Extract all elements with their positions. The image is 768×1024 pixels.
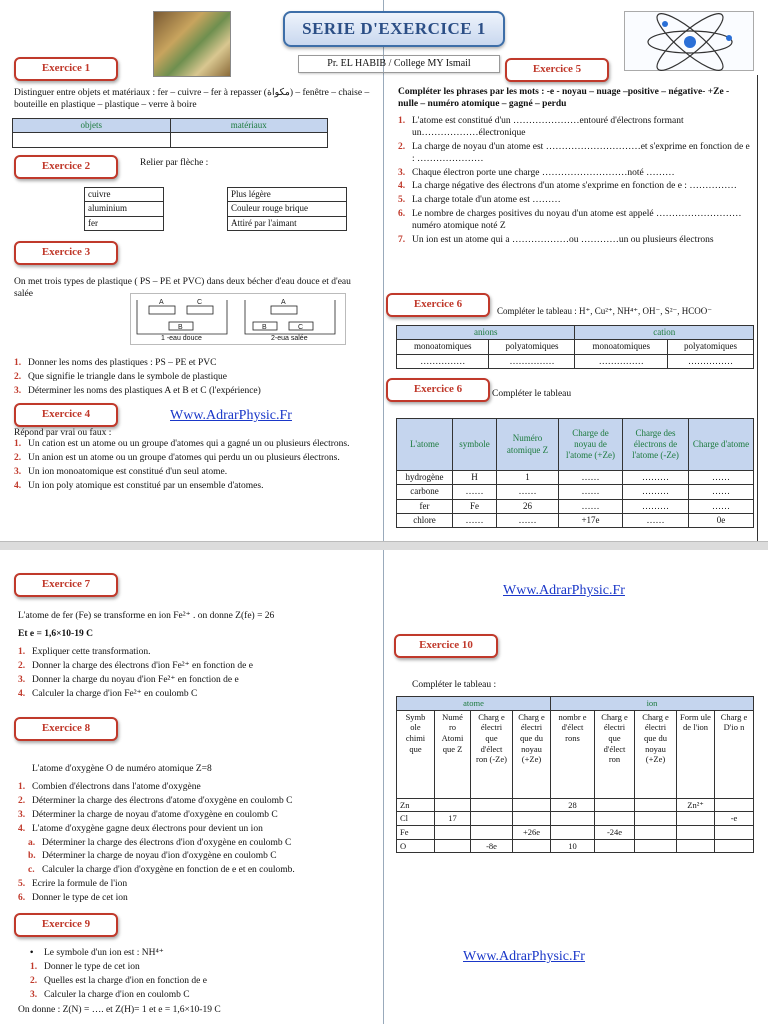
svg-text:C: C: [298, 324, 304, 331]
list-item: 2. La charge de noyau d'un atome est …………………………et s'exprime en fonction de e : …………………: [398, 141, 750, 164]
ex7-constant: Et e = 1,6×10-19 C: [18, 629, 93, 639]
list-item: 4. Un ion poly atomique est constitué par un ensemble d'atomes.: [14, 480, 264, 491]
list-item: 1. Expliquer cette transformation.: [18, 647, 151, 657]
beaker-2-caption: 1 -eau douce: [161, 335, 202, 342]
ex6a-intro: Compléter le tableau : H⁺, Cu²⁺, NH⁴⁺, OH⁻, S²⁻, HCOO⁻: [497, 306, 713, 316]
ex6b-intro: Compléter le tableau: [492, 389, 572, 399]
ex6a-table: [396, 325, 754, 369]
ex8-intro: L'atome d'oxygène O de numéro atomique Z=8: [32, 764, 212, 774]
list-item: 2. Déterminer la charge des électrons d'atome d'oxygène en coulomb C: [18, 795, 293, 806]
table-row: Fe +26e -24e: [397, 825, 754, 839]
list-item: 3. Déterminer les noms des plastiques A et B et C (l'expérience): [14, 385, 261, 396]
exercice-4-label: Exercice 4: [14, 403, 118, 427]
ex2-left-table: [84, 187, 164, 231]
list-item: 5. La charge totale d'un atome est ………: [398, 195, 561, 206]
table-row: chlore …… …… +17e …… 0e: [397, 513, 754, 527]
list-item: 1. L'atome est constitué d'un …………………entouré d'électrons formant un………………électronique: [398, 116, 684, 138]
beaker-1-caption: 2-eua salée: [271, 335, 308, 342]
ex10-header: Form ule de l'ion: [677, 710, 715, 798]
ex4-questions: [14, 439, 376, 495]
ex10-header: Numé ro Atomi que Z: [435, 710, 471, 798]
ex1-intro: Distinguer entre objets et matériaux : fer – cuivre – fer à repasser (مكواة) – fenêtre – chaise – bouteille en plastique – plastique – verre à boire: [14, 88, 370, 110]
ex10-header: Charg e électri que du noyau (+Ze): [513, 710, 551, 798]
ex6b-header: Charge de noyau de l'atome (+Ze): [559, 419, 623, 471]
ex1-table: [12, 118, 328, 148]
svg-text:C: C: [197, 299, 203, 306]
exercice-3-label: Exercice 3: [14, 241, 118, 265]
ex3-intro: On met trois types de plastique ( PS – PE et PVC) dans deux bécher d'eau douce et d'eau salée: [14, 277, 351, 299]
ex6b-header: L'atome: [397, 419, 453, 471]
list-item: 6. Donner le type de cet ion: [18, 893, 128, 903]
list-item: 2. Que signifie le triangle dans le symbole de plastique: [14, 371, 227, 382]
ex3-diagram: [130, 293, 346, 345]
list-item: 3. Chaque électron porte une charge ………………………noté ………: [398, 167, 675, 178]
ex10-header: Charg e électri que d'élect ron (-Ze): [471, 710, 513, 798]
ex2-left-item: fer: [85, 216, 164, 230]
exercice-8-label: Exercice 8: [14, 717, 118, 741]
ex6a-blank: ……………: [667, 354, 753, 368]
ex6a-sub: monoatomiques: [397, 340, 489, 354]
ex6a-group-cation: cation: [575, 326, 754, 340]
ex10-intro: Compléter le tableau :: [412, 680, 497, 690]
list-item: • Le symbole d'un ion est : NH⁴⁺: [30, 948, 164, 958]
ex9-footer: On donne : Z(N) = …. et Z(H)= 1 et e = 1,6×10-19 C: [18, 1005, 221, 1015]
column-divider: [383, 0, 384, 542]
ex6a-group-anions: anions: [397, 326, 575, 340]
ex6a-sub: polyatomiques: [667, 340, 753, 354]
list-item: 3. Calculer la charge d'ion en coulomb C: [30, 989, 190, 1000]
ex6b-header: Charge des électrons de l'atome (-Ze): [623, 419, 689, 471]
ex6b-header: Numéro atomique Z: [497, 419, 559, 471]
ex5-questions: [398, 116, 750, 249]
list-item: 1. Donner le type de cet ion: [30, 961, 140, 972]
ex4-intro: Répond par vrai ou faux :: [14, 428, 112, 438]
table-row: hydrogène H 1 …… ……… ……: [397, 471, 754, 485]
list-item: 6. Le nombre de charges positives du noyau d'un atome est appelé ………………………numéro atomique noté Z: [398, 209, 742, 231]
table-row: Zn 28 Zn²⁺: [397, 798, 754, 812]
ex2-right-item: Couleur rouge brique: [228, 202, 347, 216]
ex10-table: [396, 696, 754, 853]
ex6b-table: [396, 418, 754, 528]
atom-icon: [624, 11, 754, 71]
svg-text:A: A: [281, 299, 286, 306]
ex1-cell: [13, 133, 171, 148]
svg-text:B: B: [178, 324, 183, 331]
list-item: 7. Un ion est un atome qui a ………………ou …………un ou plusieurs électrons: [398, 234, 714, 245]
svg-text:B: B: [262, 324, 267, 331]
ex10-header: nombr e d'élect rons: [551, 710, 595, 798]
list-item: 2. Quelles est la charge d'ion en fonction de e: [30, 975, 207, 986]
list-item: 1. Un cation est un atome ou un groupe d'atomes qui a gagné un ou plusieurs électrons.: [14, 439, 350, 449]
exercice-10-label: Exercice 10: [394, 634, 498, 658]
list-item: 2. Un anion est un atome ou un groupe d'atomes qui perdu un ou plusieurs électrons.: [14, 452, 340, 463]
ex6a-sub: monoatomiques: [575, 340, 667, 354]
ex2-right-table: [227, 187, 347, 231]
ex6a-sub: polyatomiques: [489, 340, 575, 354]
ex1-col-objets: objets: [13, 119, 171, 133]
site-link[interactable]: Www.AdrarPhysic.Fr: [463, 949, 585, 964]
page-title: SERIE D'EXERCICE 1: [283, 11, 505, 47]
table-row: carbone …… …… …… ……… ……: [397, 485, 754, 499]
list-item: 3. Déterminer la charge de noyau d'atome d'oxygène en coulomb C: [18, 809, 278, 820]
ex6a-blank: ……………: [489, 354, 575, 368]
ex9-questions: [30, 948, 370, 1004]
list-item: b. Déterminer la charge de noyau d'ion d'oxygène en coulomb C: [28, 851, 277, 862]
ex10-header: Charg e électri que du noyau (+Ze): [635, 710, 677, 798]
list-item: 2. Donner la charge des électrons d'ion Fe²⁺ en fonction de e: [18, 660, 253, 671]
ex2-right-item: Plus légère: [228, 188, 347, 202]
exercice-7-label: Exercice 7: [14, 573, 118, 597]
ex10-header: Charg e électri que d'élect ron: [595, 710, 635, 798]
table-row: O -8e 10: [397, 839, 754, 853]
site-link[interactable]: Www.AdrarPhysic.Fr: [503, 583, 625, 598]
list-item: 4. Calculer la charge d'ion Fe²⁺ en coulomb C: [18, 688, 198, 699]
table-row: fer Fe 26 …… ……… ……: [397, 499, 754, 513]
svg-text:A: A: [159, 299, 164, 306]
list-item: 1. Combien d'électrons dans l'atome d'oxygène: [18, 782, 201, 792]
exercice-1-label: Exercice 1: [14, 57, 118, 81]
ex7-intro: L'atome de fer (Fe) se transforme en ion Fe²⁺ . on donne Z(fe) = 26: [18, 611, 275, 621]
ex10-header: Charg e D'io n: [715, 710, 754, 798]
ex8-questions: [18, 782, 380, 907]
ex3-questions: [14, 358, 374, 400]
list-item: c. Calculer la charge d'ion d'oxygène en fonction de e et en coulomb.: [28, 865, 295, 876]
ex7-questions: [18, 647, 378, 703]
list-item: 1. Donner les noms des plastiques : PS – PE et PVC: [14, 358, 217, 368]
list-item: 4. La charge négative des électrons d'un atome s'exprime en fonction de e : ……………: [398, 181, 737, 192]
column-divider: [383, 550, 384, 1024]
ex5-intro: Compléter les phrases par les mots : -e - noyau – nuage –positive – négative- +Ze - nulle – numéro atomique – gagné – perdu: [398, 87, 730, 109]
ex6a-blank: ……………: [397, 354, 489, 368]
ex2-left-item: cuivre: [85, 188, 164, 202]
ex2-right-item: Attiré par l'aimant: [228, 216, 347, 230]
site-link[interactable]: Www.AdrarPhysic.Fr: [170, 408, 292, 423]
list-item: 3. Donner la charge du noyau d'ion Fe²⁺ en fonction de e: [18, 674, 239, 685]
exercice-6b-label: Exercice 6: [386, 378, 490, 402]
exercice-5-label: Exercice 5: [505, 58, 609, 82]
ex6a-blank: ……………: [575, 354, 667, 368]
ex10-header: Symb ole chimi que: [397, 710, 435, 798]
ex10-group-atome: atome: [397, 697, 551, 711]
exercice-9-label: Exercice 9: [14, 913, 118, 937]
ex6b-header: Charge d'atome: [689, 419, 754, 471]
ex10-group-ion: ion: [551, 697, 754, 711]
worksheet-page-2: [0, 550, 768, 1024]
header-photo: [153, 11, 231, 77]
ex2-left-item: aluminium: [85, 202, 164, 216]
table-row: Cl 17 -e: [397, 812, 754, 826]
list-item: 3. Un ion monoatomique est constitué d'un seul atome.: [14, 466, 228, 477]
author-line: Pr. EL HABIB / College MY Ismail: [298, 55, 500, 73]
ex6b-header: symbole: [453, 419, 497, 471]
exercice-6a-label: Exercice 6: [386, 293, 490, 317]
ex1-cell: [170, 133, 328, 148]
page-separator: [0, 542, 768, 550]
exercice-2-label: Exercice 2: [14, 155, 118, 179]
list-item: 4. L'atome d'oxygène gagne deux électrons pour devient un ion: [18, 823, 263, 834]
ex2-intro: Relier par flèche :: [140, 158, 209, 168]
list-item: a. Déterminer la charge des électrons d'ion d'oxygène en coulomb C: [28, 837, 292, 848]
ex1-col-materiaux: matériaux: [170, 119, 328, 133]
list-item: 5. Ecrire la formule de l'ion: [18, 879, 128, 890]
